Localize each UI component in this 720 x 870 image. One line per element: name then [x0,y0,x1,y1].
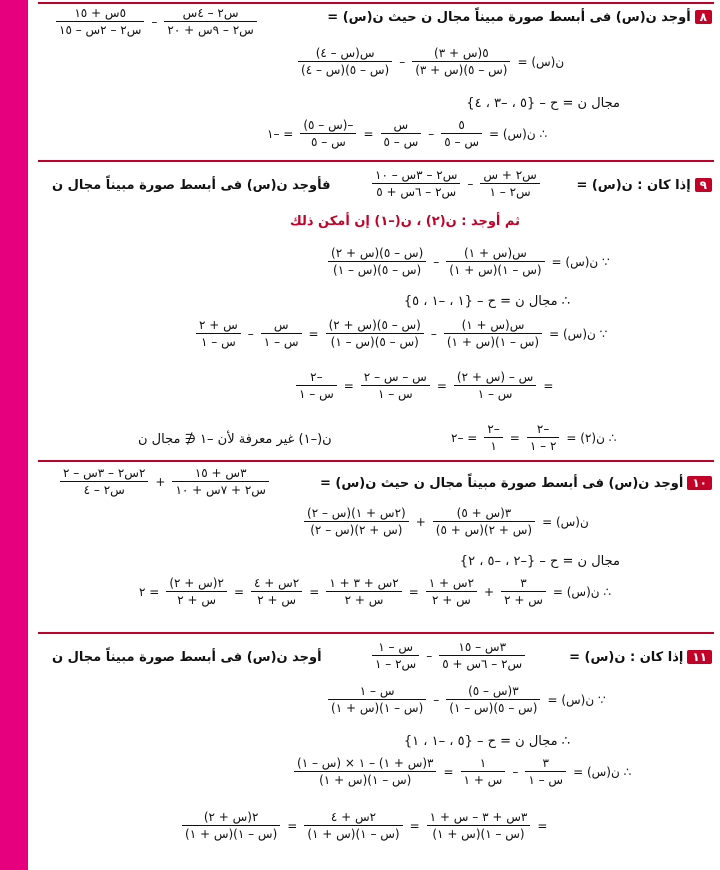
numerator: –٢ [527,422,560,438]
problem-11-expression [368,640,529,671]
denominator: س + ١ [463,773,503,787]
denominator: (س – ١)(س + ١) [185,827,278,841]
denominator: (س – ٥)(س – ١) [449,701,538,715]
numerator: ٢س + ٤ [304,810,402,826]
numerator: س(س + ١) [444,318,542,334]
fraction [60,466,148,497]
fraction [300,118,356,149]
operator: + [484,584,495,599]
fraction [172,466,268,497]
operator: = [543,378,554,393]
denominator: س + ٢ [504,593,543,607]
operator: – [467,176,474,191]
fraction [426,576,477,607]
fraction [454,370,536,401]
numerator: س – ١ [328,684,426,700]
left-accent-bar [0,0,28,870]
section-divider [38,160,714,162]
fraction [164,6,256,37]
problem-8-header [327,10,712,25]
lhs: ∴ ن(س) = [573,764,632,779]
operator: = [443,764,454,779]
numerator: س – (س + ٢) [454,370,536,386]
numerator: ٥ [441,118,482,134]
denominator: س٢ – ١ [489,185,531,199]
numerator: ٢(س + ٢) [166,576,227,592]
numerator: س [381,118,422,134]
fraction [439,640,525,671]
fraction [501,576,546,607]
numerator: ٢س + ٣ + ١ [326,576,401,592]
operator: – [399,54,406,69]
fraction [304,506,409,537]
denominator: (س – ٥)(س – ١) [330,335,419,349]
operator: = [308,326,319,341]
operator: = [408,584,419,599]
lhs: ن(س) = [517,54,565,69]
denominator: س + ٢ [257,593,297,607]
result: = –٢ [451,430,478,445]
operator: – [247,326,254,341]
problem-statement: إذا كان : ن(س) = [569,650,684,665]
problem-11-step3 [178,810,550,841]
problem-9-subheader: ثم أوجد : ن(٢) ، ن(–١) إن أمكن ذلك [289,214,520,229]
problem-9-step3 [292,370,556,401]
lhs: ∴ ن(س) = [552,584,612,599]
operator: = [537,818,548,833]
denominator: س٢ – ٤ [83,483,125,497]
denominator: س + ٢ [431,593,471,607]
problem-11-header [569,650,712,665]
denominator: س – ١ [377,387,413,401]
fraction [527,422,560,453]
fraction [446,246,544,277]
fraction [441,118,482,149]
fraction [294,756,436,787]
fraction [381,118,422,149]
fraction [166,576,227,607]
fraction [326,576,401,607]
denominator: س – ١ [263,335,299,349]
problem-11-step2 [290,756,634,787]
problem-number: ١١ [687,650,712,664]
numerator: –٢ [296,370,337,386]
numerator: ٣س – ١٥ [439,640,525,656]
denominator: س٢ – ٦س + ٥ [442,657,523,671]
denominator: س٢ – ٦س + ٥ [376,185,457,199]
denominator: (س – ١)(س + ١) [331,701,424,715]
problem-statement: أوجد ن(س) فى أبسط صورة مبيناً مجال ن حيث ن(س) = [319,476,684,491]
operator: = [309,584,320,599]
problem-9-step1 [324,246,613,277]
denominator: س + ٢ [177,593,217,607]
problem-8-final [264,118,550,149]
operator: = [509,430,520,445]
problem-8-expression [52,6,261,37]
numerator: –(س – ٥) [300,118,356,134]
fraction [372,168,460,199]
fraction [427,810,531,841]
denominator: (س – ١)(س + ١) [319,773,412,787]
fraction [56,6,144,37]
operator: – [426,648,433,663]
problem-10-domain: مجال ن = ح – {–٢ ، –٥ ، ٢} [459,554,620,569]
numerator: س [261,318,302,334]
denominator: س٢ – ٩س + ٢٠ [167,23,254,37]
denominator: (س – ١)(س + ١) [446,335,540,349]
operator: – [151,14,158,29]
section-divider [38,460,714,462]
operator: + [415,514,426,529]
fraction [182,810,280,841]
numerator: –٢ [484,422,502,438]
numerator: س + ٢ [196,318,241,334]
problem-10-expression [56,466,273,497]
fraction [480,168,539,199]
problem-11-step1 [324,684,609,715]
numerator: س٢ – ٣س – ١٠ [372,168,460,184]
numerator: ٢س + ١ [426,576,477,592]
problem-10-header [320,476,712,491]
section-divider [38,632,714,634]
problem-10-step1 [300,506,592,537]
fraction [484,422,502,453]
fraction [412,46,510,77]
operator: = [363,126,374,141]
problem-9-domain: ∴ مجال ن = ح – {١ ، –١ ، ٥} [403,294,570,309]
numerator: ٥س + ١٥ [56,6,144,22]
fraction [372,640,419,671]
fraction [446,684,540,715]
operator: = [233,584,244,599]
lhs: ∴ ن(س) = [488,126,548,141]
fraction [328,684,426,715]
problem-10-final [136,576,614,607]
result: = ٢ [139,584,160,599]
lhs: ∵ ن(س) = [549,326,608,341]
fraction [251,576,302,607]
problem-11-domain: ∴ مجال ن = ح – {٥ ، –١ ، ١} [403,734,570,749]
numerator: س(س + ١) [446,246,544,262]
denominator: س – ٥ [444,135,479,149]
numerator: س٢ + س [480,168,539,184]
operator: – [433,254,440,269]
fraction [361,370,430,401]
numerator: ٢(س + ٢) [182,810,280,826]
operator: = [409,818,420,833]
operator: = [436,378,447,393]
problem-number: ٩ [695,178,712,192]
operator: – [428,126,435,141]
problem-11-header-tail: أوجد ن(س) فى أبسط صورة مبيناً مجال ن [52,650,322,665]
problem-9-header [576,178,712,193]
denominator: س – ٥ [311,135,346,149]
denominator: س – ١ [299,387,334,401]
operator: + [155,474,166,489]
fraction [433,506,535,537]
denominator: س – ١ [477,387,513,401]
denominator: (س – ١)(س + ١) [432,827,525,841]
operator: = [343,378,354,393]
problem-9-header-tail: فأوجد ن(س) فى أبسط صورة مبيناً مجال ن [52,178,331,193]
denominator: ٢ – ١ [529,439,557,453]
fraction [296,370,337,401]
denominator: (س – ١)(س + ١) [449,263,542,277]
operator: – [430,326,437,341]
numerator: (س – ٥)(س + ٢) [326,318,424,334]
numerator: ٢س + ٤ [251,576,302,592]
fraction [444,318,542,349]
numerator: ٣ [501,576,546,592]
operator: – [433,692,440,707]
numerator: (٢س + ١)(س – ٢) [304,506,409,522]
fraction [461,756,506,787]
denominator: س – ١ [528,773,564,787]
fraction [525,756,566,787]
numerator: ٢س٢ – ٣س – ٢ [60,466,148,482]
denominator: س٢ + ٧س + ١٠ [175,483,266,497]
lhs: ∵ ن(س) = [547,692,606,707]
numerator: س – ١ [372,640,419,656]
fraction [326,318,424,349]
denominator: س – ٥ [383,135,419,149]
problem-9-undefined-note: ن(–١) غير معرفة لأن –١ ∉ مجال ن [138,432,332,447]
numerator: ٣س + ٣ – س + ١ [427,810,531,826]
numerator: ٣(س + ٥) [433,506,535,522]
denominator: (س – ٥)(س – ٤) [301,63,390,77]
denominator: س٢ – ١ [375,657,417,671]
fraction [298,46,392,77]
problem-number: ١٠ [687,476,712,490]
numerator: ٣ [525,756,566,772]
fraction [196,318,241,349]
problem-9-expression [368,168,544,199]
denominator: (س + ٢)(س – ٢) [310,523,403,537]
denominator: س – ١ [201,335,236,349]
denominator: ١ [490,439,497,453]
denominator: (س – ٥)(س – ١) [333,263,422,277]
denominator: (س – ٥)(س + ٣) [415,63,508,77]
denominator: س + ٢ [344,593,384,607]
operator: – [512,764,519,779]
lhs: ن(س) = [542,514,589,529]
numerator: ٥(س + ٣) [412,46,510,62]
problem-9-evaluation [448,422,619,453]
numerator: ٣(س + ١) – ١ × (س – ١) [294,756,436,772]
numerator: ٣(س – ٥) [446,684,540,700]
numerator: س(س – ٤) [298,46,392,62]
problem-8-step1 [294,46,567,77]
fraction [261,318,302,349]
numerator: س – س – ٢ [361,370,430,386]
numerator: ١ [461,756,506,772]
numerator: (س – ٥)(س + ٢) [328,246,426,262]
section-divider [38,2,714,4]
denominator: (س – ١)(س + ١) [307,827,400,841]
fraction [304,810,402,841]
denominator: س٢ – ٢س – ١٥ [59,23,142,37]
result: = –١ [267,126,294,141]
lhs: ∴ ن(٢) = [566,430,617,445]
denominator: (س + ٢)(س + ٥) [435,523,533,537]
numerator: س٢ – ٤س [164,6,256,22]
numerator: ٣س + ١٥ [172,466,268,482]
operator: = [287,818,298,833]
worksheet-page [28,0,720,870]
lhs: ∵ ن(س) = [551,254,610,269]
problem-statement: إذا كان : ن(س) = [576,178,691,193]
fraction [328,246,426,277]
problem-9-step2 [192,318,610,349]
problem-statement: أوجد ن(س) فى أبسط صورة مبيناً مجال ن حيث ن(س) = [327,10,691,25]
problem-8-domain: مجال ن = ح – {٥ ، –٣ ، ٤} [466,96,620,111]
problem-number: ٨ [695,10,712,24]
